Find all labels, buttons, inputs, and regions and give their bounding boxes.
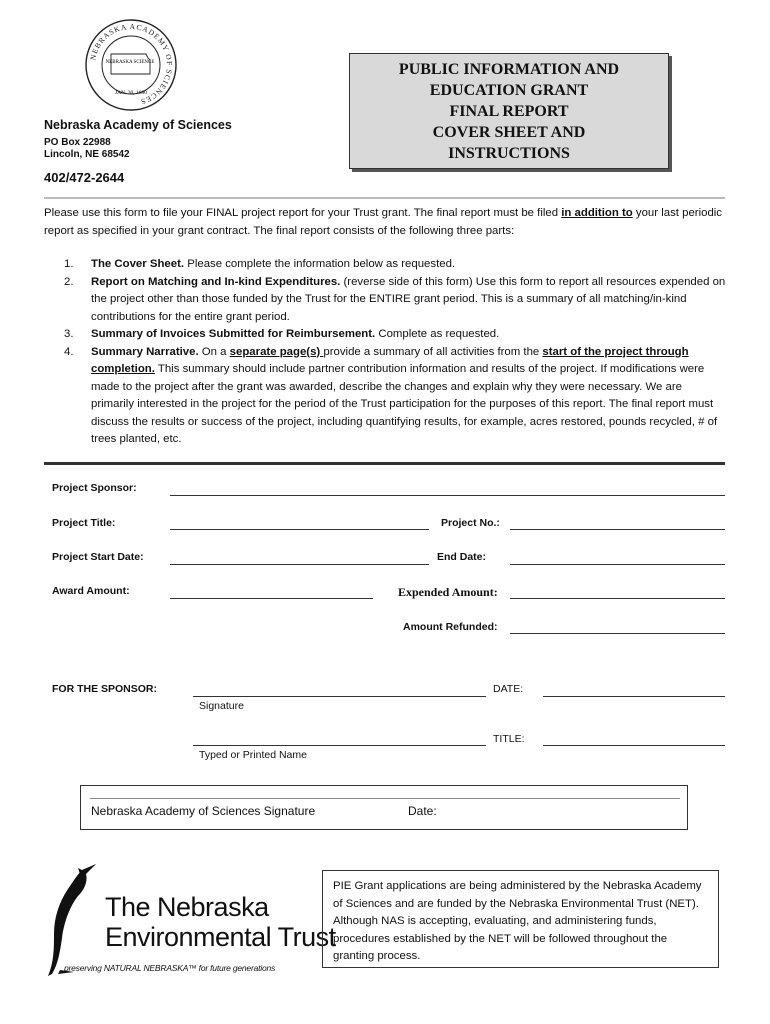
project-title-label: Project Title: [52, 517, 116, 529]
title-line: FINAL REPORT [449, 102, 569, 120]
nas-signature-field[interactable] [90, 798, 680, 799]
project-no-label: Project No.: [441, 517, 500, 529]
document-title-box [349, 53, 669, 169]
start-date-label: Project Start Date: [52, 551, 144, 563]
award-amount-label: Award Amount: [52, 585, 130, 597]
org-phone: 402/472-2644 [44, 170, 125, 185]
amount-refunded-label: Amount Refunded: [403, 621, 498, 633]
start-date-field[interactable] [170, 564, 429, 565]
svg-text:NEBRASKA SCIENCE: NEBRASKA SCIENCE [105, 60, 155, 65]
meadowlark-logo-icon [44, 862, 104, 978]
date-field[interactable] [543, 696, 725, 697]
title-line: EDUCATION GRANT [429, 81, 589, 99]
amount-refunded-field[interactable] [510, 633, 725, 634]
title-line: COVER SHEET AND [432, 123, 586, 141]
list-item: 3. Summary of Invoices Submitted for Reimbursement. Complete as requested. [64, 328, 500, 340]
expended-amount-label: Expended Amount: [398, 585, 498, 599]
for-sponsor-label: FOR THE SPONSOR: [52, 683, 158, 695]
printed-name-caption: Typed or Printed Name [199, 749, 307, 761]
trust-tagline: preserving NATURAL NEBRASKA™ for future generations [64, 963, 276, 973]
nas-date-label: Date: [408, 804, 437, 818]
project-title-field[interactable] [170, 529, 429, 530]
project-sponsor-label: Project Sponsor: [52, 482, 137, 494]
project-no-field[interactable] [510, 529, 725, 530]
expended-amount-field[interactable] [510, 598, 725, 599]
org-name: Nebraska Academy of Sciences [44, 118, 232, 132]
list-item: 2. Report on Matching and In-kind Expenditures. (reverse side of this form) Use this form to report all resources expended on the project other than those funded by the Trust for the ENTIRE grant period. This is a summary of all matching/in-kind contributions for the entire grant period. [64, 275, 726, 323]
award-amount-field[interactable] [170, 598, 373, 599]
report-parts-list [64, 256, 726, 449]
project-sponsor-field[interactable] [170, 495, 725, 496]
academy-seal-logo [84, 18, 178, 112]
end-date-field[interactable] [510, 564, 725, 565]
intro-paragraph: Please use this form to file your FINAL project report for your Trust grant. The final report must be filed in addition to your last periodic report as specified in your grant contract. The final report consists of the following three parts: [44, 207, 723, 237]
printed-name-field[interactable] [193, 745, 486, 746]
svg-text:NEBRASKA ACADEMY OF SCIENCES: NEBRASKA ACADEMY OF SCIENCES [88, 21, 175, 107]
list-item: 1. The Cover Sheet. Please complete the information below as requested. [64, 258, 456, 270]
trust-name: The Nebraska Environmental Trust [105, 892, 336, 952]
end-date-label: End Date: [437, 551, 487, 563]
list-item: 4. Summary Narrative. On a separate page(s) provide a summary of all activities from the start of the project through completion. This summary should include partner contribution information and results of the project. If modifications were made to the project after the grant was awarded, describe the changes and explain why they were necessary. We are primarily interested in the project for the period of the Trust participation for the purposes of this report. The final report must discuss the results or success of the project, including quantifying results, for example, acres restored, pounds recycled, # of trees planted, etc. [64, 345, 718, 445]
administration-info-box: PIE Grant applications are being administered by the Nebraska Academy of Sciences and are funded by the Nebraska Environmental Trust (NET). Although NAS is accepting, evaluating, and administering funds, procedures established by the NET will be followed throughout the granting process. [322, 870, 719, 968]
nas-signature-label: Nebraska Academy of Sciences Signature [91, 804, 316, 818]
date-label: DATE: [493, 683, 524, 695]
title-line: INSTRUCTIONS [448, 144, 570, 162]
title-label: TITLE: [493, 733, 525, 745]
header-divider [44, 197, 725, 199]
svg-text:JAN. 30, 1880: JAN. 30, 1880 [114, 90, 148, 96]
signature-caption: Signature [199, 700, 244, 712]
title-field[interactable] [543, 745, 725, 746]
title-line: PUBLIC INFORMATION AND [398, 60, 620, 78]
org-city: Lincoln, NE 68542 [44, 149, 130, 160]
section-divider [44, 462, 725, 465]
signature-field[interactable] [193, 696, 486, 697]
org-po-box: PO Box 22988 [44, 137, 111, 148]
